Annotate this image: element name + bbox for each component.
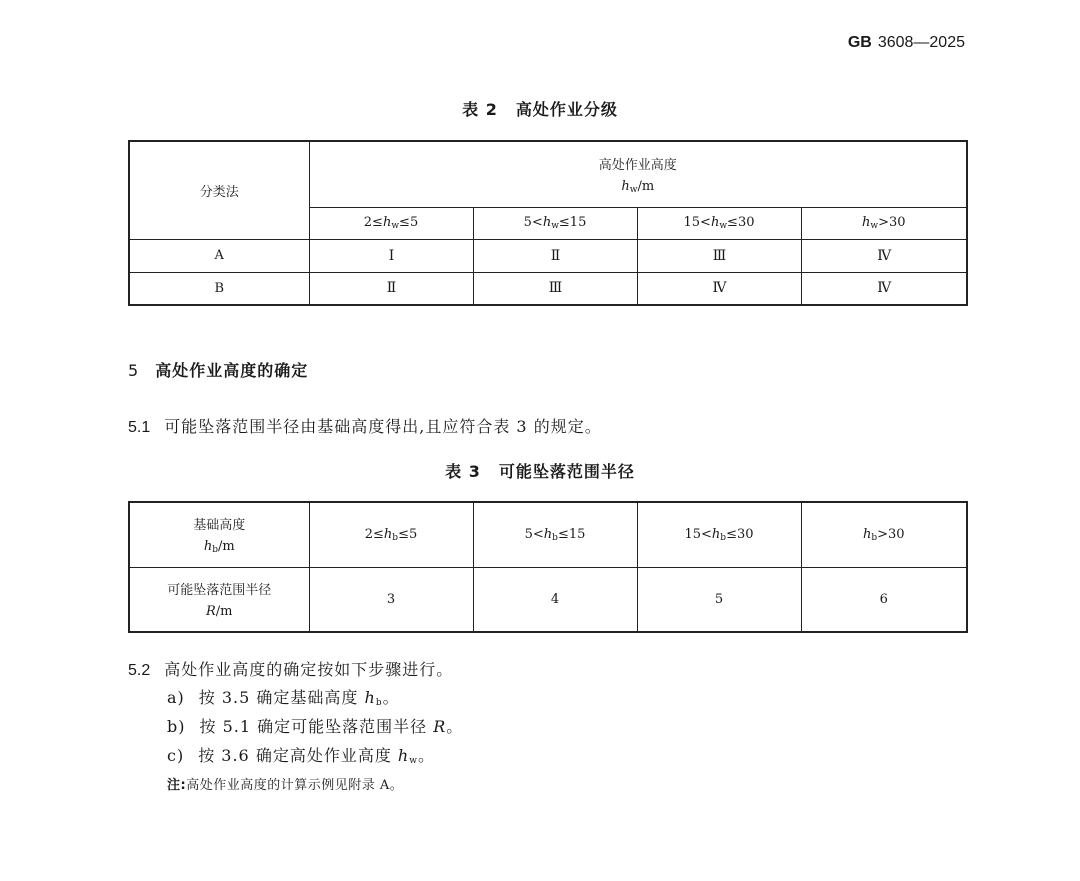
list-var: h xyxy=(364,688,376,707)
table3-caption-num: 表 3 xyxy=(445,462,481,481)
label-unit: R/m xyxy=(205,604,233,620)
list-label: c) xyxy=(167,746,185,765)
table3-range-cell: $2\le h_b\le 5$ xyxy=(309,502,473,567)
table2-level-cell: Ⅱ xyxy=(309,272,473,305)
table2-method-cell: A xyxy=(129,239,309,272)
table2-caption-title: 高处作业分级 xyxy=(515,100,618,119)
table2-method-cell: B xyxy=(129,272,309,305)
var-h: h xyxy=(621,178,630,194)
standard-code: 3608—2025 xyxy=(877,34,965,51)
table2-level-cell: Ⅲ xyxy=(637,239,801,272)
list-text: 按 5.1 确定可能坠落范围半径 xyxy=(199,717,434,736)
table-row xyxy=(129,502,967,567)
table3-radius-cell: 6 xyxy=(801,567,967,632)
list-item: a) 按 3.5 确定基础高度 $h_b$。 xyxy=(167,688,400,708)
clause-number: 5.2 xyxy=(128,662,151,679)
table-row xyxy=(129,239,967,272)
unit: /m xyxy=(637,178,655,194)
table2-caption xyxy=(0,97,1080,120)
table2-level-cell: Ⅱ xyxy=(473,239,637,272)
table2-header-height-label: 高处作业高度 xyxy=(598,157,677,173)
table2-level-cell: Ⅳ xyxy=(637,272,801,305)
table3-caption-title: 可能坠落范围半径 xyxy=(498,462,635,481)
table3-radius-cell: 4 xyxy=(473,567,637,632)
table2-caption-num: 表 2 xyxy=(462,100,498,119)
list-label: b) xyxy=(167,717,186,736)
table2-range-cell: $15<h_w\le 30$ xyxy=(637,207,801,239)
clause-text: 高处作业高度的确定按如下步骤进行。 xyxy=(164,660,454,679)
label-text: 基础高度 xyxy=(193,518,246,534)
list-var: R xyxy=(433,717,447,736)
table3-range-cell: $15<h_b\le 30$ xyxy=(637,502,801,567)
clause-number: 5.1 xyxy=(128,419,151,436)
table-row xyxy=(129,272,967,305)
table2-range-cell: $2\le h_w\le 5$ xyxy=(309,207,473,239)
table2-header-method: 分类法 xyxy=(129,141,309,239)
list-sub: b xyxy=(375,698,383,708)
list-sub: w xyxy=(409,756,418,766)
list-var: h xyxy=(397,746,410,765)
note xyxy=(167,774,403,793)
standard-prefix: GB xyxy=(847,34,872,51)
table3 xyxy=(128,501,968,633)
clause-5-2 xyxy=(128,657,453,680)
list-item: b) 按 5.1 确定可能坠落范围半径 R。 xyxy=(167,717,464,736)
table2-level-cell: Ⅳ xyxy=(801,239,967,272)
note-label: 注: xyxy=(167,778,187,793)
table2-level-cell: Ⅲ xyxy=(473,272,637,305)
table2-level-cell: Ⅳ xyxy=(801,272,967,305)
section-heading xyxy=(128,358,308,381)
sub-w: w xyxy=(629,184,638,195)
table3-caption xyxy=(0,459,1080,482)
table3-range-cell: $5<h_b\le 15$ xyxy=(473,502,637,567)
table2-header-height xyxy=(309,141,967,207)
table3-range-cell: $h_b>30$ xyxy=(801,502,967,567)
section-title: 高处作业高度的确定 xyxy=(155,361,309,380)
table2 xyxy=(128,140,968,306)
label-unit: $h_b/m$ xyxy=(203,539,235,556)
table2-range-cell: $5<h_w\le 15$ xyxy=(473,207,637,239)
table3-radius-cell: 5 xyxy=(637,567,801,632)
clause-text: 可能坠落范围半径由基础高度得出,且应符合表 3 的规定。 xyxy=(164,417,602,436)
table2-range-cell: $h_w>30$ xyxy=(801,207,967,239)
list-text: 按 3.5 确定基础高度 xyxy=(198,688,365,707)
list-label: a) xyxy=(167,688,185,707)
table-row xyxy=(129,567,967,632)
list-text: 按 3.6 确定高处作业高度 xyxy=(198,746,398,765)
table3-radius-cell: 3 xyxy=(309,567,473,632)
list-item: c) 按 3.6 确定高处作业高度 $h_w$。 xyxy=(167,746,435,766)
standard-number xyxy=(848,34,965,52)
label-text: 可能坠落范围半径 xyxy=(167,583,272,599)
clause-5-1 xyxy=(128,414,602,437)
table3-radius-label xyxy=(129,567,309,632)
table2-level-cell: Ⅰ xyxy=(309,239,473,272)
note-text: 高处作业高度的计算示例见附录 A。 xyxy=(186,778,404,793)
table2-header-height-unit xyxy=(310,179,967,195)
table3-base-height-label xyxy=(129,502,309,567)
section-number: 5 xyxy=(128,361,140,380)
